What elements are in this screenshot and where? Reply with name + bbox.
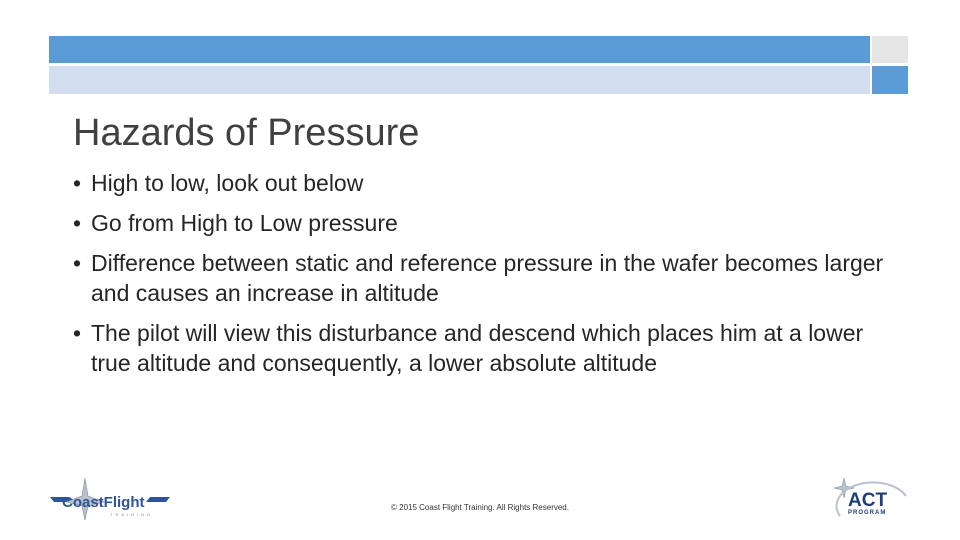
coastflight-logo bbox=[48, 476, 172, 522]
act-program-logo bbox=[832, 476, 912, 522]
bullet-item: • Difference between static and reference pressure in the wafer becomes larger and causes an increase in altitude bbox=[73, 248, 903, 308]
copyright-footer: © 2015 Coast Flight Training. All Rights Reserved. bbox=[391, 503, 569, 512]
logo-left-name: CoastFlight bbox=[62, 494, 145, 511]
bullet-list bbox=[73, 168, 903, 388]
header-bar-bottom-side bbox=[872, 66, 908, 94]
logo-left-tagline: TRAINING bbox=[110, 512, 154, 517]
logo-right-sub: PROGRAM bbox=[848, 510, 887, 516]
bullet-item: • High to low, look out below bbox=[73, 168, 903, 198]
header-bar-top bbox=[49, 36, 870, 63]
logo-right-name: ACT bbox=[848, 490, 888, 511]
header-bar-bottom bbox=[49, 66, 870, 94]
bullet-item: • The pilot will view this disturbance and descend which places him at a lower true altitude and consequently, a lower absolute altitude bbox=[73, 318, 903, 378]
header-bar-top-side bbox=[872, 36, 908, 63]
logo-wing-right bbox=[146, 497, 170, 502]
bullet-item: • Go from High to Low pressure bbox=[73, 208, 903, 238]
slide-title: Hazards of Pressure bbox=[73, 112, 420, 154]
